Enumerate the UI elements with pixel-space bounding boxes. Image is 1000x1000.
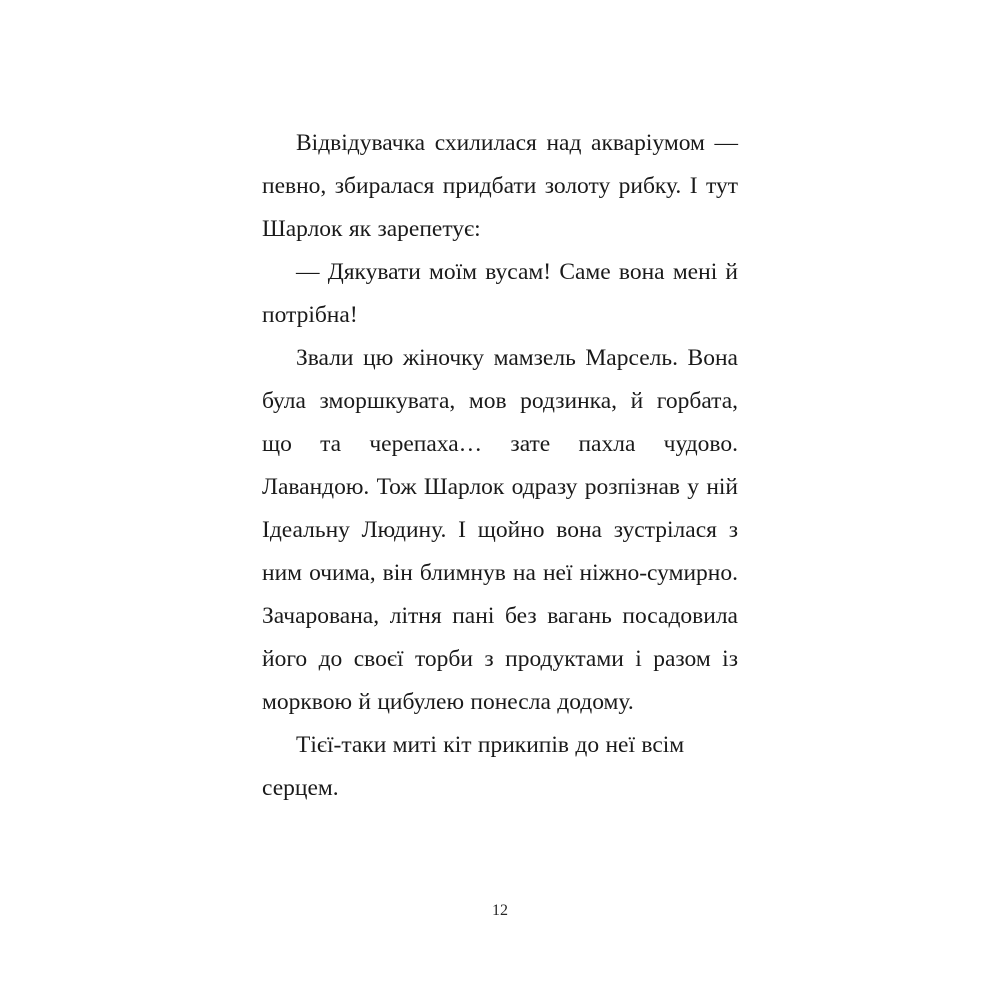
paragraph: — Дякувати моїм вусам! Саме вона мені й потрібна!: [262, 259, 738, 328]
paragraph: Тієї-таки миті кіт прикипів до неї всім серцем.: [262, 732, 685, 801]
page-number: 12: [492, 902, 508, 919]
paragraph: Відвідувачка схилилася над акваріумом — певно, збиралася придбати золоту рибку. І тут Шарлок як зарепетує:: [262, 130, 738, 242]
page-text-block: [262, 122, 738, 810]
paragraph: Звали цю жіночку мамзель Марсель. Вона була зморшкувата, мов родзинка, й горбата, що та черепаха… зате пахла чудово. Лавандою. Тож Шарлок одразу розпізнав у ній Ідеальну Людину. І щойно вона зустрілася з ним очима, він блимнув на неї ніжно-сумирно. Зачарована, літня пані без вагань посадовила його до своєї торби з продуктами і разом із морквою й цибулею понесла додому.: [262, 345, 738, 715]
